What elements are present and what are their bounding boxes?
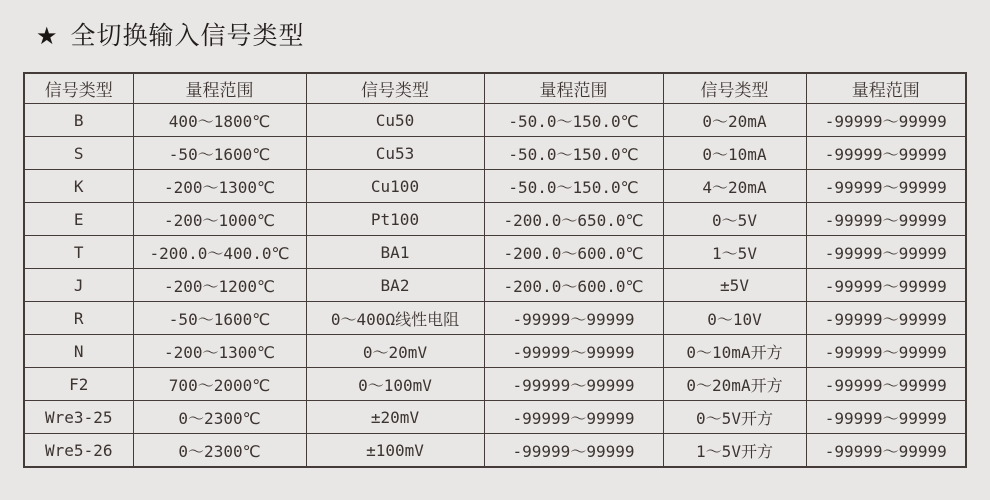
range-cell: -99999～99999 — [484, 368, 663, 401]
signal-type-cell: T — [24, 236, 133, 269]
table-row — [24, 236, 966, 269]
range-cell: -99999～99999 — [806, 236, 966, 269]
signal-type-cell: 0～5V开方 — [663, 401, 806, 434]
signal-type-cell: 1～5V — [663, 236, 806, 269]
signal-type-cell: J — [24, 269, 133, 302]
range-cell: -50～1600℃ — [133, 137, 306, 170]
header-row — [24, 73, 966, 104]
range-cell: -99999～99999 — [484, 335, 663, 368]
signal-type-cell: BA1 — [306, 236, 484, 269]
signal-type-cell: ±5V — [663, 269, 806, 302]
range-cell: 0～2300℃ — [133, 434, 306, 468]
signal-type-cell: F2 — [24, 368, 133, 401]
signal-type-cell: 0～100mV — [306, 368, 484, 401]
range-cell: -200～1300℃ — [133, 335, 306, 368]
table-row — [24, 368, 966, 401]
range-cell: -99999～99999 — [484, 302, 663, 335]
range-cell: -99999～99999 — [806, 368, 966, 401]
range-cell: -99999～99999 — [806, 137, 966, 170]
range-cell: -200.0～600.0℃ — [484, 236, 663, 269]
signal-type-cell: S — [24, 137, 133, 170]
range-cell: 0～2300℃ — [133, 401, 306, 434]
column-header-range-1: 量程范围 — [133, 73, 306, 104]
column-header-signal-type-2: 信号类型 — [306, 73, 484, 104]
signal-type-cell: Cu53 — [306, 137, 484, 170]
range-cell: -99999～99999 — [806, 203, 966, 236]
range-cell: -50.0～150.0℃ — [484, 170, 663, 203]
signal-type-cell: 0～400Ω线性电阻 — [306, 302, 484, 335]
range-cell: -99999～99999 — [806, 170, 966, 203]
range-cell: -99999～99999 — [806, 434, 966, 468]
range-cell: 400～1800℃ — [133, 104, 306, 137]
signal-type-cell: N — [24, 335, 133, 368]
signal-type-cell: ±20mV — [306, 401, 484, 434]
signal-type-cell: Wre5-26 — [24, 434, 133, 468]
table-row — [24, 170, 966, 203]
page-title — [36, 16, 305, 52]
signal-type-cell: 0～10V — [663, 302, 806, 335]
range-cell: -99999～99999 — [484, 434, 663, 468]
table-row — [24, 104, 966, 137]
table-row — [24, 269, 966, 302]
range-cell: -99999～99999 — [806, 269, 966, 302]
range-cell: -200～1200℃ — [133, 269, 306, 302]
signal-type-cell: Pt100 — [306, 203, 484, 236]
signal-type-cell: R — [24, 302, 133, 335]
signal-type-cell: 0～5V — [663, 203, 806, 236]
table-row — [24, 302, 966, 335]
range-cell: -200～1300℃ — [133, 170, 306, 203]
signal-type-cell: 1～5V开方 — [663, 434, 806, 468]
signal-type-cell: 0～20mA开方 — [663, 368, 806, 401]
signal-type-cell: E — [24, 203, 133, 236]
range-cell: 700～2000℃ — [133, 368, 306, 401]
signal-type-cell: Cu100 — [306, 170, 484, 203]
signal-type-cell: BA2 — [306, 269, 484, 302]
signal-type-cell: ±100mV — [306, 434, 484, 468]
table-row — [24, 335, 966, 368]
range-cell: -200.0～600.0℃ — [484, 269, 663, 302]
signal-type-cell: 0～10mA — [663, 137, 806, 170]
signal-type-cell: Wre3-25 — [24, 401, 133, 434]
range-cell: -50.0～150.0℃ — [484, 104, 663, 137]
range-cell: -200.0～650.0℃ — [484, 203, 663, 236]
range-cell: -99999～99999 — [806, 302, 966, 335]
column-header-signal-type-1: 信号类型 — [24, 73, 133, 104]
table-row — [24, 401, 966, 434]
signal-type-cell: 0～10mA开方 — [663, 335, 806, 368]
range-cell: -200～1000℃ — [133, 203, 306, 236]
signal-type-cell: B — [24, 104, 133, 137]
page-title-text: 全切换输入信号类型 — [70, 21, 305, 50]
range-cell: -200.0～400.0℃ — [133, 236, 306, 269]
range-cell: -99999～99999 — [806, 335, 966, 368]
column-header-range-3: 量程范围 — [806, 73, 966, 104]
table-row — [24, 137, 966, 170]
signal-type-cell: 0～20mV — [306, 335, 484, 368]
signal-type-cell: 4～20mA — [663, 170, 806, 203]
range-cell: -50～1600℃ — [133, 302, 306, 335]
signal-range-table — [23, 72, 967, 468]
range-cell: -99999～99999 — [806, 401, 966, 434]
range-cell: -99999～99999 — [806, 104, 966, 137]
signal-type-cell: 0～20mA — [663, 104, 806, 137]
table-row — [24, 434, 966, 468]
range-cell: -50.0～150.0℃ — [484, 137, 663, 170]
table-row — [24, 203, 966, 236]
signal-type-cell: K — [24, 170, 133, 203]
star-icon: ★ — [36, 22, 59, 50]
range-cell: -99999～99999 — [484, 401, 663, 434]
column-header-signal-type-3: 信号类型 — [663, 73, 806, 104]
signal-type-cell: Cu50 — [306, 104, 484, 137]
column-header-range-2: 量程范围 — [484, 73, 663, 104]
